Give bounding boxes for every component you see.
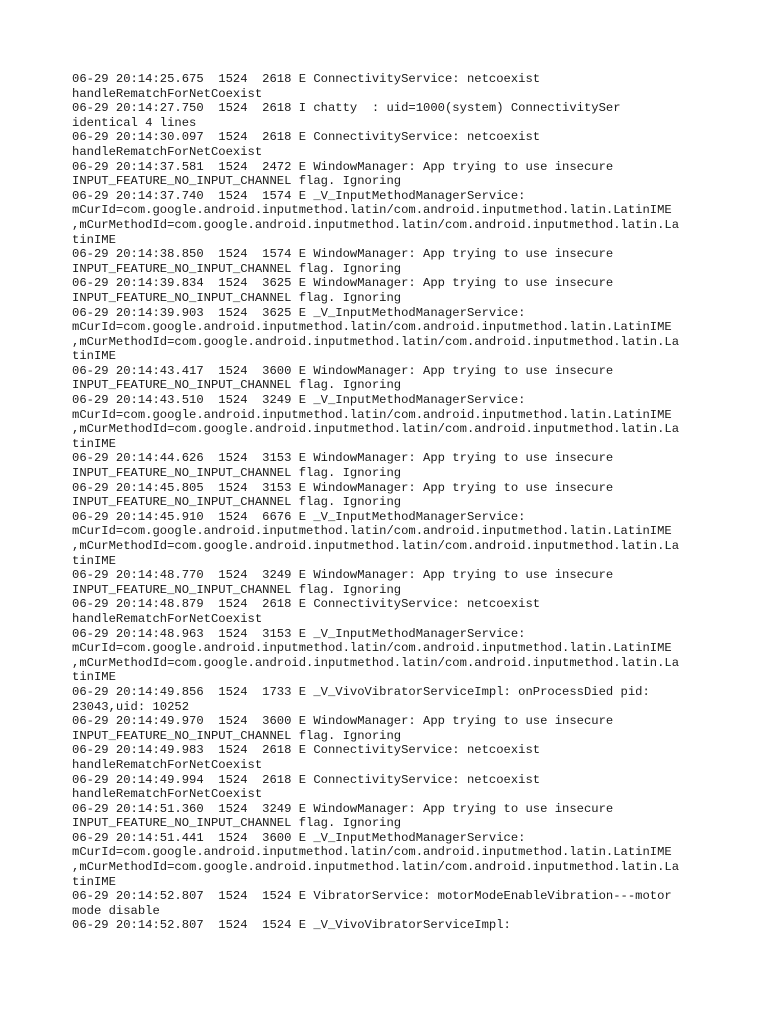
log-line: tinIME [72, 436, 116, 451]
log-line: 06-29 20:14:25.675 1524 2618 E ConnectivityService: netcoexist [72, 72, 541, 86]
log-line: INPUT_FEATURE_NO_INPUT_CHANNEL flag. Ignoring [72, 495, 402, 510]
log-line: handleRematchForNetCoexist [72, 86, 263, 101]
log-line: mode disable [72, 903, 160, 918]
log-line: ,mCurMethodId=com.google.android.inputmethod.latin/com.android.inputmethod.latin.La [72, 539, 680, 553]
log-line: identical 4 lines [72, 115, 197, 130]
log-line: INPUT_FEATURE_NO_INPUT_CHANNEL flag. Ignoring [72, 466, 402, 481]
log-line: ,mCurMethodId=com.google.android.inputmethod.latin/com.android.inputmethod.latin.La [72, 860, 680, 875]
log-line: INPUT_FEATURE_NO_INPUT_CHANNEL flag. Ignoring [72, 290, 402, 305]
log-line: 06-29 20:14:49.970 1524 3600 E WindowManager: App trying to use insecure [72, 714, 614, 729]
log-line: 06-29 20:14:49.983 1524 2618 E ConnectivityService: netcoexist [72, 743, 541, 758]
log-line: mCurId=com.google.android.inputmethod.latin/com.android.inputmethod.latin.LatinIME [72, 641, 672, 656]
log-line: 06-29 20:14:43.417 1524 3600 E WindowManager: App trying to use insecure [72, 363, 614, 378]
log-line: mCurId=com.google.android.inputmethod.latin/com.android.inputmethod.latin.LatinIME [72, 320, 672, 335]
log-line: INPUT_FEATURE_NO_INPUT_CHANNEL flag. Ignoring [72, 816, 402, 831]
log-line: INPUT_FEATURE_NO_INPUT_CHANNEL flag. Ignoring [72, 582, 402, 597]
log-line: handleRematchForNetCoexist [72, 787, 263, 802]
log-line: 06-29 20:14:30.097 1524 2618 E ConnectivityService: netcoexist [72, 130, 541, 145]
log-line: tinIME [72, 874, 116, 889]
log-line: 06-29 20:14:48.963 1524 3153 E _V_InputMethodManagerService: [72, 626, 526, 641]
log-line: ,mCurMethodId=com.google.android.inputmethod.latin/com.android.inputmethod.latin.La [72, 422, 680, 437]
log-line: tinIME [72, 670, 116, 685]
log-line: handleRematchForNetCoexist [72, 611, 263, 626]
log-line: handleRematchForNetCoexist [72, 144, 263, 159]
log-line: INPUT_FEATURE_NO_INPUT_CHANNEL flag. Ignoring [72, 261, 402, 276]
log-line: 06-29 20:14:51.360 1524 3249 E WindowManager: App trying to use insecure [72, 801, 614, 816]
log-line: 06-29 20:14:52.807 1524 1524 E _V_VivoVibratorServiceImpl: [72, 918, 511, 933]
log-line: mCurId=com.google.android.inputmethod.latin/com.android.inputmethod.latin.LatinIME [72, 203, 672, 218]
log-line: 06-29 20:14:38.850 1524 1574 E WindowManager: App trying to use insecure [72, 247, 614, 262]
log-line: 06-29 20:14:45.805 1524 3153 E WindowManager: App trying to use insecure [72, 480, 614, 495]
log-line: 06-29 20:14:44.626 1524 3153 E WindowManager: App trying to use insecure [72, 451, 614, 466]
log-line: handleRematchForNetCoexist [72, 757, 263, 772]
log-line: ,mCurMethodId=com.google.android.inputmethod.latin/com.android.inputmethod.latin.La [72, 655, 680, 670]
log-line: 06-29 20:14:51.441 1524 3600 E _V_InputMethodManagerService: [72, 830, 526, 845]
log-line: INPUT_FEATURE_NO_INPUT_CHANNEL flag. Ignoring [72, 728, 402, 743]
log-line: 06-29 20:14:45.910 1524 6676 E _V_InputMethodManagerService: [72, 509, 526, 524]
log-line: 06-29 20:14:48.879 1524 2618 E ConnectivityService: netcoexist [72, 597, 541, 612]
log-line: tinIME [72, 349, 116, 364]
log-line: ,mCurMethodId=com.google.android.inputmethod.latin/com.android.inputmethod.latin.La [72, 217, 680, 232]
log-line: mCurId=com.google.android.inputmethod.latin/com.android.inputmethod.latin.LatinIME [72, 407, 672, 422]
log-line: 06-29 20:14:39.903 1524 3625 E _V_InputMethodManagerService: [72, 305, 526, 320]
log-line: 06-29 20:14:39.834 1524 3625 E WindowManager: App trying to use insecure [72, 276, 614, 291]
log-text-block [72, 72, 712, 933]
log-line: 06-29 20:14:49.856 1524 1733 E _V_VivoVibratorServiceImpl: onProcessDied pid: [72, 684, 650, 699]
log-line: 06-29 20:14:49.994 1524 2618 E ConnectivityService: netcoexist [72, 772, 541, 787]
log-line: 06-29 20:14:37.581 1524 2472 E WindowManager: App trying to use insecure [72, 159, 614, 174]
log-line: 06-29 20:14:43.510 1524 3249 E _V_InputMethodManagerService: [72, 393, 526, 408]
log-line: mCurId=com.google.android.inputmethod.latin/com.android.inputmethod.latin.LatinIME [72, 845, 672, 860]
log-line: 06-29 20:14:52.807 1524 1524 E VibratorService: motorModeEnableVibration---motor [72, 889, 672, 904]
log-line: tinIME [72, 232, 116, 247]
log-line: INPUT_FEATURE_NO_INPUT_CHANNEL flag. Ignoring [72, 174, 402, 189]
log-line: INPUT_FEATURE_NO_INPUT_CHANNEL flag. Ignoring [72, 378, 402, 393]
log-line: 06-29 20:14:37.740 1524 1574 E _V_InputMethodManagerService: [72, 188, 526, 203]
log-line: 06-29 20:14:27.750 1524 2618 I chatty : uid=1000(system) ConnectivitySer [72, 101, 621, 116]
log-line: 23043,uid: 10252 [72, 699, 190, 714]
log-line: 06-29 20:14:48.770 1524 3249 E WindowManager: App trying to use insecure [72, 568, 614, 583]
log-line: tinIME [72, 553, 116, 568]
log-line: mCurId=com.google.android.inputmethod.latin/com.android.inputmethod.latin.LatinIME [72, 524, 672, 539]
log-line: ,mCurMethodId=com.google.android.inputmethod.latin/com.android.inputmethod.latin.La [72, 334, 680, 349]
